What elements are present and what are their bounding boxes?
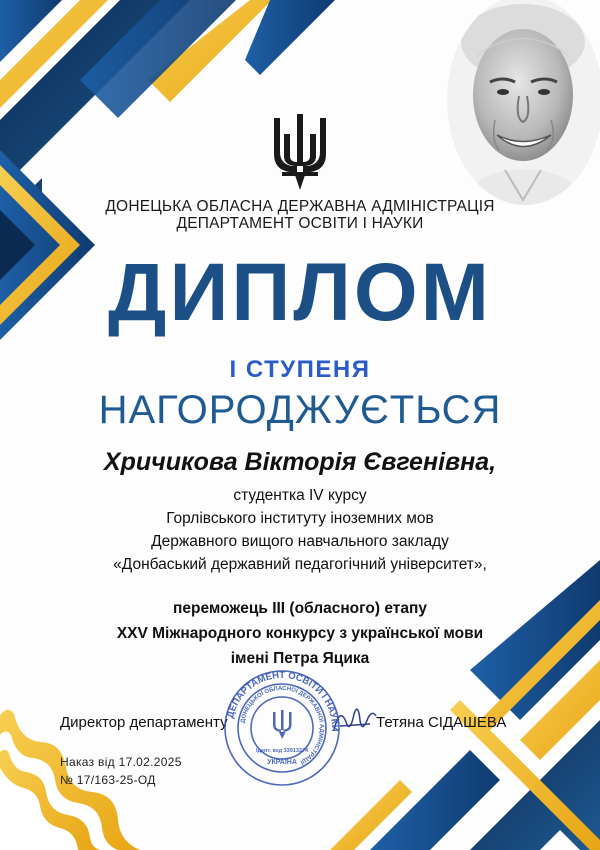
diploma-title: ДИПЛОМ: [108, 247, 492, 338]
official-stamp: [222, 668, 342, 788]
stamp-code: Ідент. код 33913374: [255, 748, 309, 754]
portrait-photo: [435, 0, 600, 210]
description-line: Горлівського інституту іноземних мов: [166, 510, 434, 527]
stamp-outer-text: ДЕПАРТАМЕНТ ОСВІТИ І НАУКИ: [225, 669, 341, 732]
recipient-description: [0, 484, 600, 576]
order-reference: [60, 753, 182, 789]
description-line: Державного вищого навчального закладу: [151, 533, 449, 550]
trident-icon: [272, 112, 328, 192]
achievement-text: [0, 596, 600, 671]
degree-label: І СТУПЕНЯ: [229, 356, 371, 383]
achievement-line: імені Петра Яцика: [230, 650, 370, 667]
signatory-position: Директор департаменту: [60, 714, 228, 731]
stamp-trident-icon: [273, 710, 292, 739]
organization-name: [0, 198, 600, 232]
description-line: «Донбаський державний педагогічний університет»,: [113, 556, 487, 573]
order-number: № 17/163-25-ОД: [60, 773, 156, 787]
organization-line-2: ДЕПАРТАМЕНТ ОСВІТИ І НАУКИ: [176, 215, 424, 232]
achievement-line: XXV Міжнародного конкурсу з української мови: [116, 625, 484, 642]
achievement-line: переможець III (обласного) етапу: [173, 600, 427, 617]
order-date: Наказ від 17.02.2025: [60, 755, 182, 769]
award-heading: НАГОРОДЖУЄТЬСЯ: [98, 388, 502, 432]
organization-line-1: ДОНЕЦЬКА ОБЛАСНА ДЕРЖАВНА АДМІНІСТРАЦІЯ: [105, 198, 495, 215]
signatory-name: Тетяна СІДАШЕВА: [376, 714, 507, 731]
description-line: студентка IV курсу: [233, 487, 367, 504]
stamp-country: УКРАЇНА: [267, 759, 297, 766]
stamp-inner-text: ДОНЕЦЬКОЇ ОБЛАСНОЇ ДЕРЖАВНОЇ АДМІНІСТРАЦІЇ: [240, 685, 325, 765]
recipient-name: Хричикова Вікторія Євгенівна,: [103, 448, 497, 476]
